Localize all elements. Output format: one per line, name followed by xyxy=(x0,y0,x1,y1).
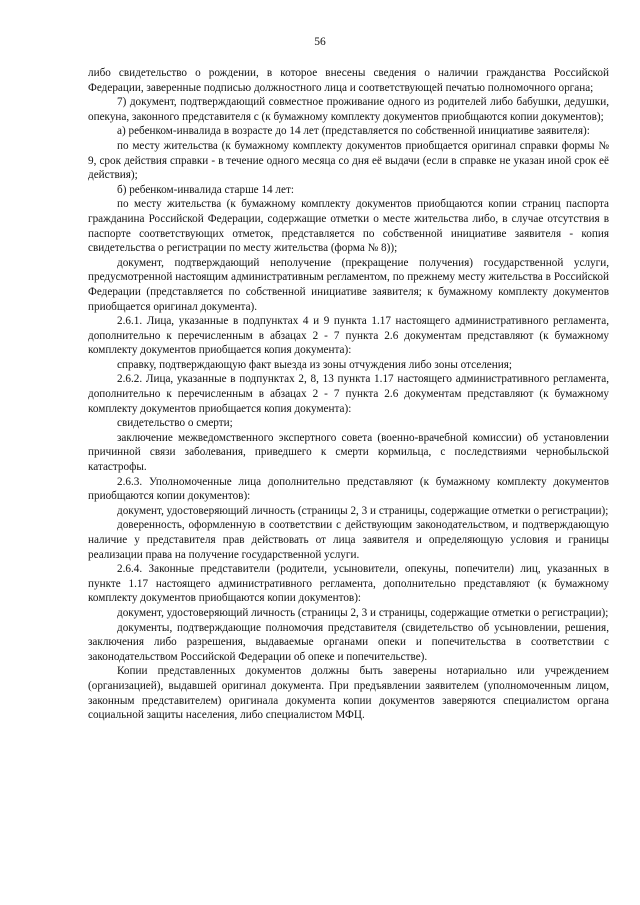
paragraph: справку, подтверждающую факт выезда из зоны отчуждения либо зоны отселения; xyxy=(117,358,513,371)
paragraph: 2.6.3. Уполномоченные лица дополнительно представляют (к бумажному комплекту документов приобщаются копии документов): xyxy=(88,475,609,503)
paragraph: свидетельство о смерти; xyxy=(117,417,233,430)
paragraph: 2.6.1. Лица, указанные в подпунктах 4 и 9 пункта 1.17 настоящего административного регламента, дополнительно к перечисленным в абзацах 2 - 7 пункта 2.6 документам представляют (к бумажному комплекту документов приобщается копия документа): xyxy=(88,315,609,357)
paragraph: 2.6.2. Лица, указанные в подпунктах 2, 8, 13 пункта 1.17 настоящего административного регламента, дополнительно к перечисленным в абзацах 2 - 7 пункта 2.6 документам представляют (к бумажному комплекту документов приобщается копия документа): xyxy=(88,373,609,415)
paragraph: документ, подтверждающий неполучение (прекращение получения) государственной услуги, предусмотренной настоящим административным регламентом, по прежнему месту жительства в Российской Федерации (представляется по собственной инициативе заявителя; к бумажному комплекту документов приобщается оригинал документа). xyxy=(88,256,609,313)
paragraph: заключение межведомственного экспертного совета (военно-врачебной комиссии) об установлении причинной связи заболевания, приведшего к смерти кормильца, с последствиями чернобыльской катастрофы. xyxy=(88,431,609,474)
page-number: 56 xyxy=(314,36,326,48)
paragraph: по месту жительства (к бумажному комплекту документов приобщаются копии страниц паспорта гражданина Российской Федерации, содержащие отметки о месте жительства либо, в случае отсутствия в паспорте соответствующих отметок, представляется по собственной инициативе заявителя - копия свидетельства о регистрации по месту жительства (форма № 8)); xyxy=(88,198,609,255)
paragraph: либо свидетельство о рождении, в которое внесены сведения о наличии гражданства Российской Федерации, заверенные подписью должностного лица и соответствующей печатью полномочного органа; xyxy=(88,67,609,94)
paragraph: б) ребенком-инвалида старше 14 лет: xyxy=(117,183,294,196)
paragraph: а) ребенком-инвалида в возрасте до 14 лет (представляется по собственной инициативе заявителя): xyxy=(117,125,590,138)
paragraph: по месту жительства (к бумажному комплекту документов приобщается оригинал справки формы № 9, срок действия справки - в течение одного месяца со дня её выдачи (если в справке не указан иной срок её действия); xyxy=(88,139,609,182)
paragraph: документ, удостоверяющий личность (страницы 2, 3 и страницы, содержащие отметки о регистрации); xyxy=(117,606,609,619)
paragraph: доверенность, оформленную в соответствии с действующим законодательством, и подтверждающую наличие у представителя прав действовать от лица заявителя и определяющую условия и границы реализации права на получение государственной услуги. xyxy=(88,519,609,561)
paragraph: 2.6.4. Законные представители (родители, усыновители, опекуны, попечители) лиц, указанных в пункте 1.17 настоящего административного регламента, дополнительно представляют (к бумажному комплекту документов приобщаются копии документов): xyxy=(88,563,609,605)
document-body xyxy=(88,66,609,723)
paragraph: 7) документ, подтверждающий совместное проживание одного из родителей либо бабушки, дедушки, опекуна, законного представителя с (к бумажному комплекту документов приобщаются копии документов); xyxy=(88,96,609,123)
paragraph: Копии представленных документов должны быть заверены нотариально или учреждением (организацией), выдавшей оригинал документа. При предъявлении заявителем (уполномоченным лицом, законным представителем) оригинала документа копии документов заверяются специалистом органа социальной защиты населения, либо специалистом МФЦ. xyxy=(88,665,609,722)
paragraph: документы, подтверждающие полномочия представителя (свидетельство об усыновлении, решения, заключения либо разрешения, выдаваемые органами опеки и попечительства в соответствии с законодательством Российской Федерации об опеке и попечительстве). xyxy=(88,621,609,663)
paragraph: документ, удостоверяющий личность (страницы 2, 3 и страницы, содержащие отметки о регистрации); xyxy=(117,504,609,517)
